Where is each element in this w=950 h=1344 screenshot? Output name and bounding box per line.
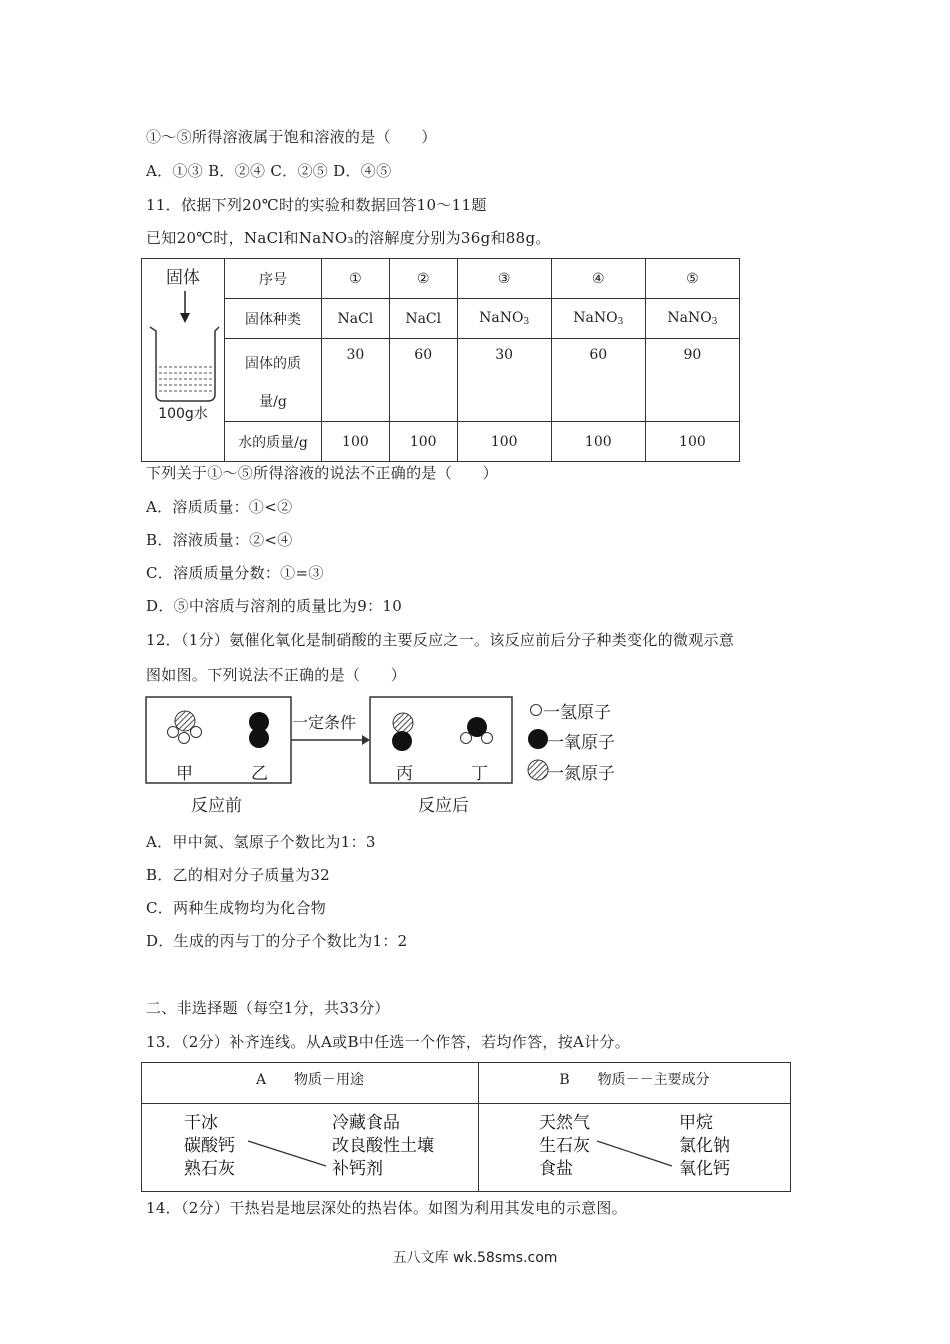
beaker-figure [142,259,225,462]
beaker-icon [142,259,224,457]
cell-mass-2: 60 [389,339,457,422]
hydrogen-atom [191,727,202,738]
legend-hydrogen-icon [531,705,542,716]
q12-option-d: D．生成的丙与丁的分子个数比为1：2 [146,932,408,950]
legend-nitrogen-icon [528,760,548,780]
hydrogen-atom [461,733,472,744]
beaker-water-label: 100g水 [158,406,208,422]
cell-water-2: 100 [389,422,457,462]
q13-stem: 13．（2分）补齐连线。从A或B中任选一个作答，若均作答，按A计分。 [146,1033,631,1051]
row-header-solid-type: 固体种类 [225,299,322,339]
nano3-text: NaNO$_3$ [479,310,530,327]
q11-option-b: B．溶液质量：②<④ [146,531,293,549]
before-box [146,697,291,783]
cell-mass-5: 90 [645,339,739,422]
before-label: 反应前 [191,796,242,816]
oxygen-atom [249,728,269,748]
q11-info: 已知20℃时，NaCl和NaNO₃的溶解度分别为36g和88g。 [146,229,551,247]
q10-stem: ①～⑤所得溶液属于饱和溶液的是（ ） [146,128,437,146]
cell-number-4: ④ [551,259,645,299]
cell-type-3 [457,299,551,339]
after-label: 反应后 [418,796,469,816]
arrow-head [362,735,370,745]
cell-number-3: ③ [457,259,551,299]
column-b-right-3: 氧化钙 [679,1159,730,1179]
q12-option-c: C．两种生成物均为化合物 [146,899,327,917]
cell-number-1: ① [322,259,390,299]
column-a-left-1: 干冰 [184,1113,218,1133]
cell-mass-1: 30 [322,339,390,422]
column-b-left-1: 天然气 [539,1113,590,1133]
q11-option-a: A．溶质质量：①<② [146,498,293,516]
q12-stem-line1: 12．（1分）氨催化氧化是制硝酸的主要反应之一。该反应前后分子种类变化的微观示意 [146,631,735,649]
q11-option-d: D．⑤中溶质与溶剂的质量比为9：10 [146,597,403,615]
hydrogen-atom [179,733,190,744]
substance-bing: 丙 [396,764,413,784]
column-b [479,1063,790,1191]
cell-mass-3: 30 [457,339,551,422]
q14-stem: 14．（2分）干热岩是地层深处的热岩体。如图为利用其发电的示意图。 [146,1199,628,1217]
column-b-right-1: 甲烷 [679,1113,713,1133]
hydrogen-atom [168,727,179,738]
nano3-text: NaNO$_3$ [573,310,624,327]
cell-water-3: 100 [457,422,551,462]
column-a [142,1063,479,1191]
row-header-solid-mass-line1: 固体的质 [245,356,301,372]
q12-stem-line2: 图如图。下列说法不正确的是（ ） [146,666,407,684]
q11-stem: 11．依据下列20℃时的实验和数据回答10～11题 [146,196,487,214]
column-b-left-2: 生石灰 [539,1136,590,1156]
nano3-text: NaNO$_3$ [667,310,718,327]
column-b-right-2: 氯化钠 [679,1136,730,1156]
substance-yi: 乙 [251,764,268,784]
section2-title: 二、非选择题（每空1分，共33分） [146,999,390,1017]
substance-jia: 甲 [176,764,193,784]
legend-nitrogen-label: 一氮原子 [547,764,615,784]
cell-type-4 [551,299,645,339]
cell-water-5: 100 [645,422,739,462]
column-b-connector [479,1063,790,1191]
row-header-number: 序号 [225,259,322,299]
nitrogen-atom [393,713,413,733]
q11-option-c: C．溶质质量分数：①=③ [146,564,324,582]
substance-ding: 丁 [471,764,488,784]
legend-oxygen-icon [528,729,548,749]
solubility-table [141,258,740,462]
column-a-connector [142,1063,479,1191]
oxygen-atom [392,731,412,751]
q11-question: 下列关于①～⑤所得溶液的说法不正确的是（ ） [146,464,498,482]
column-a-right-3: 补钙剂 [332,1159,383,1179]
row-header-solid-mass [225,339,322,422]
cell-type-1: NaCl [322,299,390,339]
matching-table [141,1062,791,1192]
cell-number-5: ⑤ [645,259,739,299]
legend-hydrogen-label: 一氢原子 [543,703,611,723]
column-a-left-3: 熟石灰 [184,1159,235,1179]
legend-oxygen-label: 一氧原子 [547,733,615,753]
beaker-solid-label: 固体 [166,268,200,288]
cell-type-2: NaCl [389,299,457,339]
cell-water-4: 100 [551,422,645,462]
cell-number-2: ② [389,259,457,299]
q10-options: A．①③ B．②④ C．②⑤ D．④⑤ [146,162,392,180]
hydrogen-atom [482,733,493,744]
reaction-condition: 一定条件 [292,713,357,732]
column-a-right-2: 改良酸性土壤 [332,1136,434,1156]
q12-option-a: A．甲中氮、氢原子个数比为1：3 [146,833,376,851]
footer-watermark: 五八文库 wk.58sms.com [392,1250,558,1266]
q12-option-b: B．乙的相对分子质量为32 [146,866,331,884]
column-b-left-3: 食盐 [539,1159,573,1179]
cell-type-5 [645,299,739,339]
cell-mass-4: 60 [551,339,645,422]
column-a-left-2: 碳酸钙 [184,1136,235,1156]
column-a-right-1: 冷藏食品 [332,1113,400,1133]
cell-water-1: 100 [322,422,390,462]
row-header-solid-mass-line2: 量/g [259,394,287,410]
row-header-water-mass: 水的质量/g [225,422,322,462]
column-a-header: A 物质－用途 [142,1063,478,1104]
column-b-header: B 物质－－主要成分 [479,1063,790,1104]
